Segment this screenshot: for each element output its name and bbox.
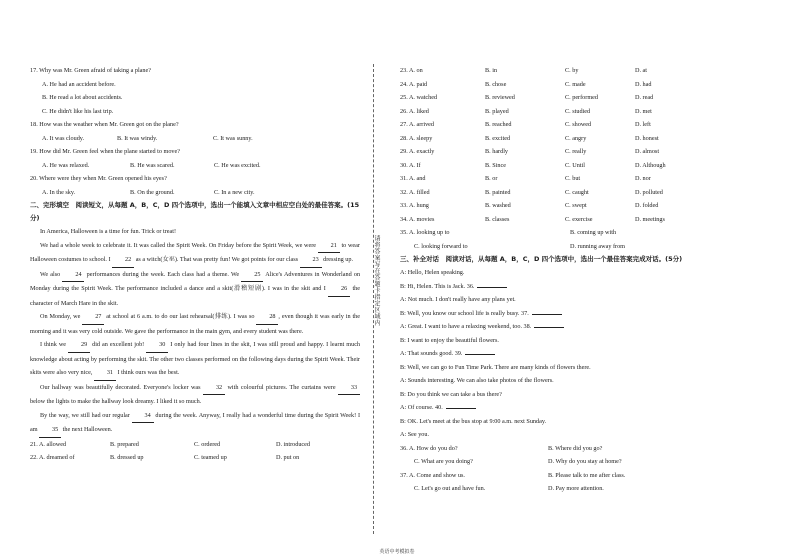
answer-blank[interactable] <box>477 287 507 288</box>
option: B. dressed up <box>110 454 144 461</box>
answer-blank[interactable] <box>532 314 562 315</box>
option: 33. A. hung <box>400 202 429 209</box>
option: 26. A. liked <box>400 107 429 115</box>
option: B. It was windy. <box>117 134 158 142</box>
option: A. It was cloudy. <box>42 134 85 142</box>
blank-27[interactable]: 27 <box>82 310 104 325</box>
cloze-options-row <box>400 145 760 159</box>
option: D. introduced <box>276 440 311 448</box>
option: B. He was scared. <box>130 161 175 169</box>
cloze-options-row <box>400 199 760 213</box>
dialog-line: A: Sounds interesting. We can also take photos of the flowers. <box>400 377 554 384</box>
blank-23[interactable]: 23 <box>300 253 322 268</box>
dialog-line: A: Not much. I don't really have any plans yet. <box>400 296 516 303</box>
cloze-options-row <box>400 105 760 119</box>
blank-31[interactable]: 31 <box>94 366 116 381</box>
question-37-options <box>400 482 760 496</box>
cloze-options-row <box>400 213 760 227</box>
dialog-line: B: Hi, Helen. This is Jack. 36. <box>400 280 760 294</box>
question-19: 19. How did Mr. Green feel when the plane started to move? <box>30 148 181 155</box>
option: D. polluted <box>635 188 663 196</box>
right-column <box>400 64 760 496</box>
option: D. at <box>635 67 648 74</box>
dialog-line: B: Well, we can go to Fun Time Park. There are many kinds of flowers there. <box>400 363 591 371</box>
option: B. excited <box>485 134 511 142</box>
option: C. looking forward to <box>414 242 468 250</box>
option: 31. A. and <box>400 175 426 182</box>
passage-paragraph: By the way, we still had our regular 34 during the week. Anyway, I really had a wonderful time during the Spirit Week! I am 35 the next Halloween. <box>30 409 360 438</box>
option: 27. A. arrived <box>400 121 435 128</box>
dialog-line: B: Do you think we can take a bus there? <box>400 390 502 398</box>
dialog-line: B: Well, you know our school life is really busy. 37. <box>400 307 760 321</box>
blank-29[interactable]: 29 <box>68 338 90 353</box>
question-35-options <box>400 240 760 254</box>
cloze-options-row <box>400 91 760 105</box>
option: B. prepared <box>110 440 139 448</box>
options-row <box>42 132 360 146</box>
answer-blank[interactable] <box>446 408 476 409</box>
option: C. exercise <box>565 215 593 223</box>
option: D. put on <box>276 454 300 461</box>
cloze-options-row <box>400 186 760 200</box>
option: 25. A. watched <box>400 94 438 101</box>
option: C. by <box>565 67 579 74</box>
option: C. angry <box>565 134 587 142</box>
blank-22[interactable]: 22 <box>112 253 134 268</box>
option: C. In a new city. <box>214 188 255 196</box>
cloze-options-list <box>400 64 760 226</box>
option: A. He was relaxed. <box>42 161 90 169</box>
option: B. painted <box>485 188 511 196</box>
option: 24. A. paid <box>400 80 428 88</box>
option: 30. A. If <box>400 161 421 169</box>
option: A. In the sky. <box>42 188 76 196</box>
question-20: 20. Where were they when Mr. Green opened his eyes? <box>30 175 167 182</box>
question-21-options <box>30 438 360 452</box>
option: C. Let's go out and have fun. <box>414 485 486 492</box>
blank-33[interactable]: 33 <box>338 381 360 396</box>
option: D. Why do you stay at home? <box>548 458 622 465</box>
option: D. almost <box>635 148 660 155</box>
options-row <box>42 159 360 173</box>
option: B. or <box>485 175 498 182</box>
option: B. washed <box>485 202 511 209</box>
option: D. nor <box>635 175 651 182</box>
option: C. He was excited. <box>214 161 261 169</box>
option: B. He read a lot about accidents. <box>42 94 123 101</box>
question-22-options <box>30 451 360 465</box>
option: D. meetings <box>635 215 665 223</box>
option: 21. A. allowed <box>30 440 67 448</box>
answer-blank[interactable] <box>465 354 495 355</box>
option: B. Since <box>485 161 506 169</box>
cloze-options-row <box>400 132 760 146</box>
option: 35. A. looking up to <box>400 229 450 236</box>
option: B. reviewed <box>485 94 515 101</box>
option: C. really <box>565 148 587 155</box>
option: B. chose <box>485 80 507 88</box>
cloze-options-row <box>400 64 760 78</box>
blank-24[interactable]: 24 <box>62 268 84 283</box>
option: C. showed <box>565 121 592 128</box>
left-column <box>30 64 360 465</box>
passage-paragraph: I think we 29 did an excellent job! 30 I only had four lines in the skit, I was still proud and happy. I learnt much knowledge about acting by performing the skit. The other two classes performed on the following days during the Spirit Week. Their skits were also very nice, 31 I think ours was the best. <box>30 338 360 381</box>
option: D. had <box>635 80 652 88</box>
section-2-title: 二、完形填空 阅读短文，从每题 A，B，C，D 四个选项中，选出一个能填入文章中相应空白处的最佳答案。(15分) <box>30 201 360 222</box>
question-35-options <box>400 226 760 240</box>
option: 23. A. on <box>400 67 423 74</box>
option: 22. A. dreamed of <box>30 454 75 461</box>
option: D. left <box>635 121 651 128</box>
dialog-line: A: Hello, Helen speaking. <box>400 269 465 276</box>
passage-paragraph: Our hallway was beautifully decorated. Everyone's locker was 32 with colourful pictures. The curtains were 33 below the lights to make the hallway look dreamy. I liked it so much. <box>30 381 360 409</box>
option: B. played <box>485 107 509 115</box>
option: A. He had an accident before. <box>42 80 116 88</box>
option: B. reached <box>485 121 512 128</box>
option: 29. A. exactly <box>400 148 435 155</box>
blank-28[interactable]: 28 <box>256 310 278 325</box>
dialog-line: A: See you. <box>400 431 430 438</box>
dialog-line: A: Great. I want to have a relaxing weekend, too. 38. <box>400 320 760 334</box>
option: D. Pay more attention. <box>548 485 604 492</box>
cloze-options-row <box>400 172 760 186</box>
option: 37. A. Come and show us. <box>400 471 465 479</box>
question-37-options <box>400 469 760 483</box>
option: B. On the ground. <box>130 188 175 196</box>
option: 34. A. movies <box>400 215 435 223</box>
dialog-line: B: I want to enjoy the beautiful flowers. <box>400 336 499 344</box>
option: C. Until <box>565 161 585 169</box>
blank-35[interactable]: 35 <box>39 423 61 438</box>
option: D. honest <box>635 134 659 142</box>
option: C. It was sunny. <box>213 134 253 142</box>
option: C. performed <box>565 94 598 101</box>
options-row <box>42 186 360 200</box>
option: C. but <box>565 175 581 182</box>
blank-25[interactable]: 25 <box>241 268 263 283</box>
option: 36. A. How do you do? <box>400 444 458 452</box>
option: B. classes <box>485 215 510 223</box>
passage-paragraph: In America, Halloween is a time for fun. Trick or treat! <box>40 228 177 235</box>
option: B. in <box>485 67 498 74</box>
answer-blank[interactable] <box>534 327 564 328</box>
cloze-options-row <box>400 159 760 173</box>
question-17: 17. Why was Mr. Green afraid of taking a plane? <box>30 67 152 74</box>
question-18: 18. How was the weather when Mr. Green got on the plane? <box>30 121 179 128</box>
option: B. hardly <box>485 148 509 155</box>
option: C. He didn't like his last trip. <box>42 107 114 115</box>
option: D. met <box>635 107 652 115</box>
blank-21[interactable]: 21 <box>318 239 340 254</box>
page-footer: 英语中考模拟卷 <box>379 549 415 555</box>
passage-paragraph: We had a whole week to celebrate it. It was called the Spirit Week. On Friday before the Spirit Week, we were 21 to wear Halloween costumes to school. I 22 as a witch(女巫). That was pretty fun! We got points for our class 23 dressing up. <box>30 239 360 268</box>
dialog-line: A: Of course. 40. <box>400 401 760 415</box>
option: 28. A. sleepy <box>400 134 433 142</box>
option: C. studied <box>565 107 591 115</box>
blank-30[interactable]: 30 <box>146 338 168 353</box>
binding-note: 请将答案写在答题卡指定区域内 <box>373 235 380 326</box>
option: C. made <box>565 80 586 88</box>
passage-paragraph: On Monday, we 27 at school at 6 a.m. to do our last rehearsal(排练). I was so 28 , even though it was early in the morning and it was very cold outside. We gave the performance in the main gym, and every student was there. <box>30 310 360 338</box>
blank-34[interactable]: 34 <box>132 409 154 424</box>
option: C. caught <box>565 188 589 196</box>
option: 32. A. filled <box>400 188 430 196</box>
option: C. What are you doing? <box>414 458 473 465</box>
blank-32[interactable]: 32 <box>203 381 225 396</box>
dialog <box>400 266 760 442</box>
cloze-options-row <box>400 78 760 92</box>
cloze-options-row <box>400 118 760 132</box>
option: D. running away from <box>570 242 625 250</box>
option: C. teamed up <box>194 454 227 461</box>
option: D. folded <box>635 202 659 209</box>
option: B. coming up with <box>570 229 617 236</box>
blank-26[interactable]: 26 <box>328 282 350 297</box>
question-36-options <box>400 455 760 469</box>
dialog-line: B: OK. Let's meet at the bus stop at 9:00 a.m. next Sunday. <box>400 417 547 425</box>
option: C. swept <box>565 202 587 209</box>
option: D. read <box>635 94 654 101</box>
dialog-line: A: That sounds good. 39. <box>400 347 760 361</box>
option: B. Where did you go? <box>548 444 603 452</box>
option: D. Although <box>635 161 666 169</box>
question-36-options <box>400 442 760 456</box>
option: C. ordered <box>194 440 221 448</box>
passage-paragraph: We also 24 performances during the week. Each class had a theme. We 25 Alice's Adventures in Wonderland on Monday during the Spirit Week. The performance included a dance and a skit(滑稽短剧). I was in the skit and I 26 the character of March Hare in the skit. <box>30 268 360 311</box>
section-3-title: 三、补全对话 阅读对话，从每题 A，B，C，D 四个选项中，选出一个最佳答案完成对话。(5分) <box>400 255 683 263</box>
option: B. Please talk to me after class. <box>548 471 626 479</box>
